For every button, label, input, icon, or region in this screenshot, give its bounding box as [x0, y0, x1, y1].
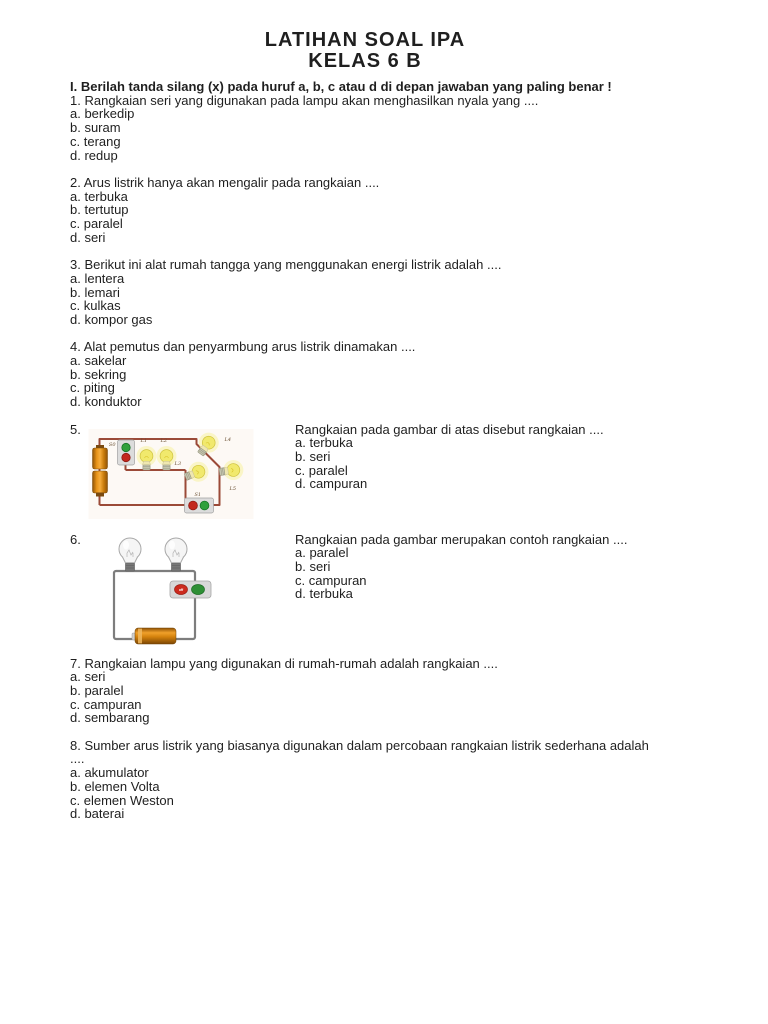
question-block-8	[70, 739, 730, 821]
title-line-1: LATIHAN SOAL IPA	[264, 29, 466, 51]
option-line: a. lentera	[70, 270, 125, 286]
option-line: c. campuran	[295, 572, 367, 588]
option-line: b. suram	[70, 120, 121, 136]
option-line: b. elemen Volta	[70, 778, 160, 794]
question-block-2	[70, 176, 730, 245]
option-line: d. seri	[70, 229, 106, 245]
bulb-icon-2	[165, 538, 187, 571]
option-line: d. sembarang	[70, 710, 150, 726]
option-line: d. campuran	[295, 476, 368, 492]
option-line: d. terbuka	[295, 586, 353, 602]
switch-icon-s0	[118, 440, 135, 465]
question-block-3	[70, 258, 730, 327]
question-text: 8. Sumber arus listrik yang biasanya digunakan dalam percobaan rangkaian listrik sederhana adalah	[70, 737, 649, 753]
option-line: d. baterai	[70, 806, 125, 822]
option-line: d. kompor gas	[70, 311, 153, 327]
label-l5: L5	[229, 485, 237, 492]
question-block-7	[70, 657, 730, 726]
question-number: 6.	[70, 531, 81, 547]
circuit-diagram-q6-icon	[108, 535, 293, 649]
question-block-1	[70, 94, 730, 163]
switch-icon-s1	[185, 498, 214, 513]
option-line: c. paralel	[295, 462, 348, 478]
question-number: 2.	[70, 174, 81, 190]
option-line: c. kulkas	[70, 298, 121, 314]
label-s0: S0	[108, 441, 116, 448]
question-text: 2. Arus listrik hanya akan mengalir pada rangkaian ....	[70, 174, 380, 190]
title-line-2: KELAS 6 B	[308, 50, 422, 72]
option-line: a. akumulator	[70, 765, 149, 781]
battery-icon	[93, 445, 108, 497]
question-block-5	[70, 423, 730, 533]
option-line: c. elemen Weston	[70, 792, 174, 808]
circuit-diagram-q5-icon	[88, 429, 254, 519]
option-line: a. berkedip	[70, 106, 135, 122]
option-line: b. seri	[295, 448, 331, 464]
label-l1: L1	[140, 437, 148, 444]
question-text: 4. Alat pemutus dan penyarmbung arus listrik dinamakan ....	[70, 339, 416, 355]
switch-off-label: off	[178, 587, 184, 592]
switch-icon	[170, 581, 211, 598]
question-text: Rangkaian pada gambar merupakan contoh rangkaian ....	[295, 531, 628, 547]
option-line: a. seri	[70, 669, 106, 685]
option-line: a. sakelar	[70, 353, 127, 369]
question-number: 1.	[70, 92, 81, 108]
option-line: c. paralel	[70, 216, 123, 232]
question-block-4	[70, 340, 730, 409]
question-block-6	[70, 533, 730, 657]
option-line: a. terbuka	[70, 188, 128, 204]
option-line: c. terang	[70, 133, 121, 149]
question-number: 3.	[70, 257, 81, 273]
question-number: 5.	[70, 421, 81, 437]
section-instruction: I. Berilah tanda silang (x) pada huruf a, b, c atau d di depan jawaban yang paling benar !	[70, 79, 612, 94]
option-line: b. tertutup	[70, 202, 129, 218]
option-line: b. paralel	[70, 682, 124, 698]
option-line: b. seri	[295, 558, 331, 574]
question-number: 8.	[70, 737, 81, 753]
option-line: c. campuran	[70, 696, 142, 712]
question-number: 7.	[70, 655, 81, 671]
option-line: b. sekring	[70, 366, 127, 382]
bulb-icon-1	[119, 538, 141, 571]
option-line: b. lemari	[70, 284, 120, 300]
page-title	[70, 30, 660, 72]
question-text: 1. Rangkaian seri yang digunakan pada lampu akan menghasilkan nyala yang ....	[70, 92, 539, 108]
question-text: 7. Rangkaian lampu yang digunakan di rumah-rumah adalah rangkaian ....	[70, 655, 498, 671]
battery-icon	[132, 628, 176, 644]
option-line: d. konduktor	[70, 394, 142, 410]
option-line: d. redup	[70, 147, 118, 163]
question-number: 4.	[70, 339, 81, 355]
question-text-continued: ....	[70, 751, 85, 767]
label-l2: L2	[160, 437, 168, 444]
option-line: a. paralel	[295, 545, 349, 561]
option-line: a. terbuka	[295, 435, 353, 451]
question-text: Rangkaian pada gambar di atas disebut rangkaian ....	[295, 421, 604, 437]
label-l3: L3	[174, 460, 182, 467]
question-text: 3. Berikut ini alat rumah tangga yang menggunakan energi listrik adalah ....	[70, 257, 502, 273]
label-l4: L4	[224, 436, 232, 443]
label-s1: S1	[194, 491, 202, 498]
option-line: c. piting	[70, 380, 115, 396]
